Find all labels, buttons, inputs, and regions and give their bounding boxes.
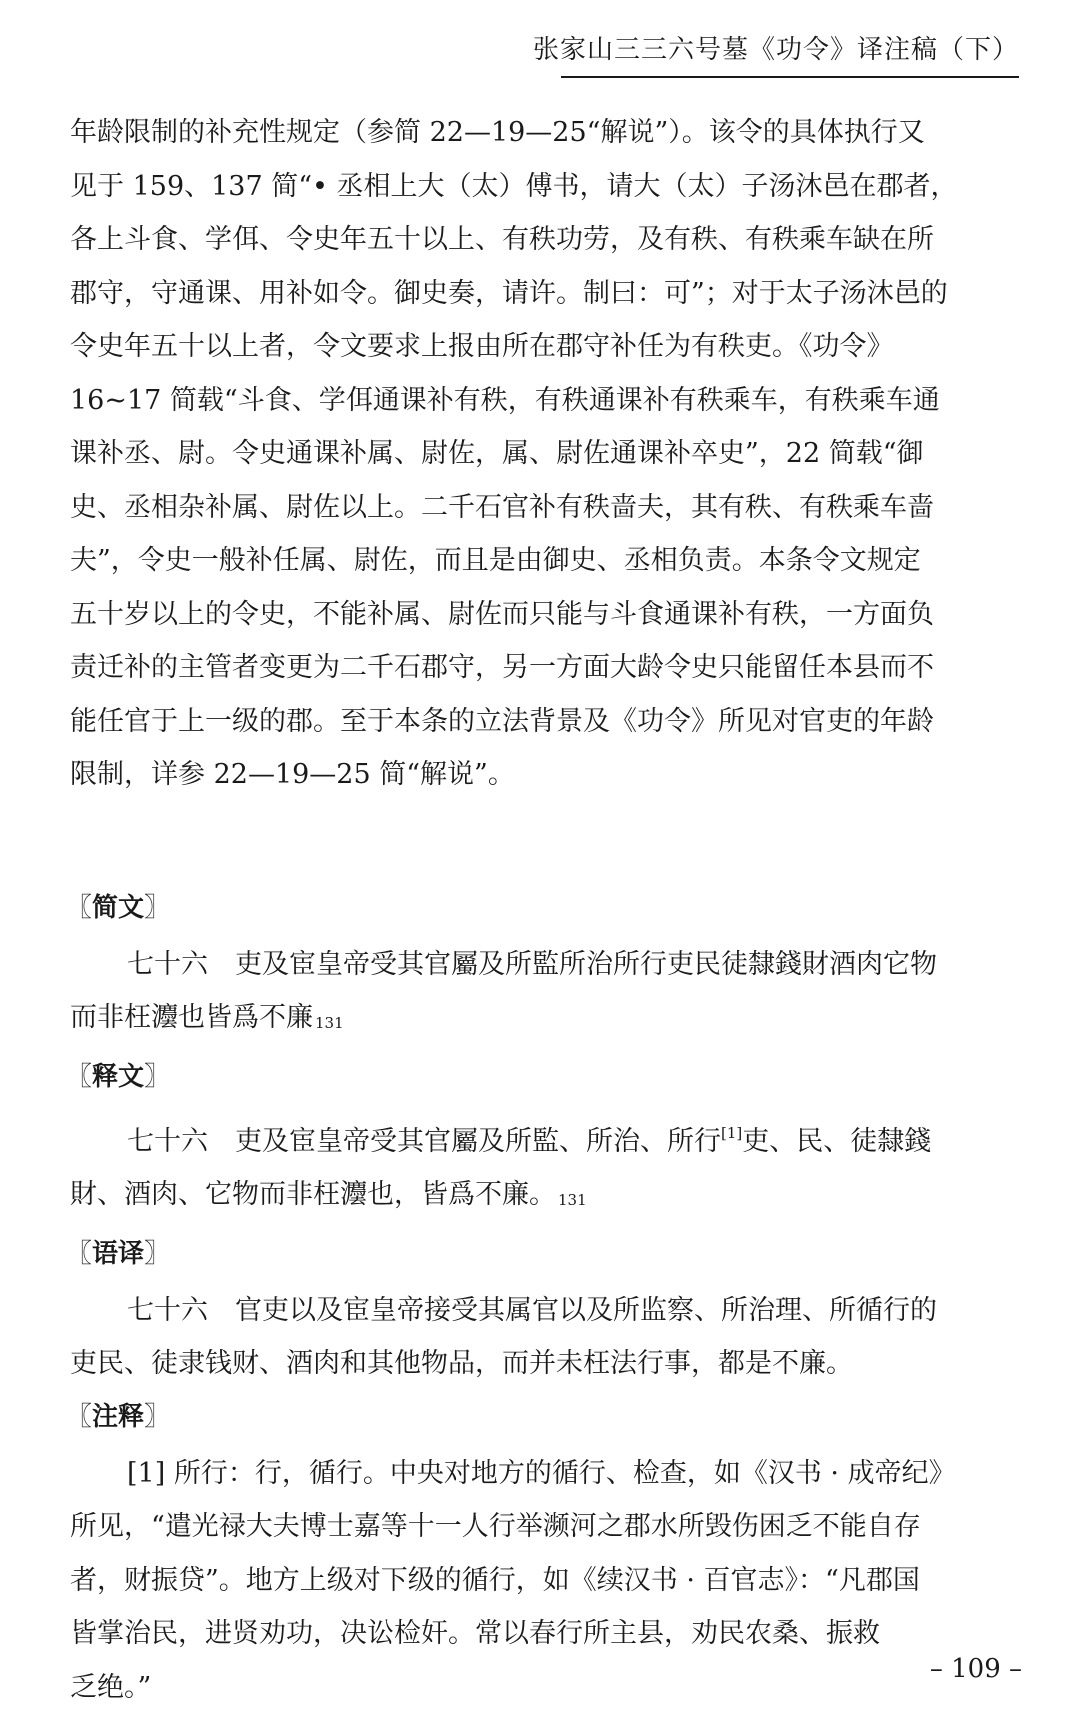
section-heading-label: 注释 <box>92 1397 144 1437</box>
heading-open-bracket: 〖 <box>66 888 92 928</box>
yuyi-line: 七十六 官吏以及宦皇帝接受其属官以及所监察、所治理、所循行的 <box>70 1284 1020 1338</box>
jianwen-paragraph <box>70 938 1020 1051</box>
intro-line: 五十岁以上的令史，不能补属、尉佐而只能与斗食通课补有秩，一方面负 <box>70 588 1020 642</box>
heading-close-bracket: 〗 <box>144 1234 170 1274</box>
yuyi-line: 吏民、徒隶钱财、酒肉和其他物品，而并未枉法行事，都是不廉。 <box>70 1337 1020 1391</box>
intro-line: 史、丞相杂补属、尉佐以上。二千石官补有秩啬夫，其有秩、有秩乘车啬 <box>70 481 1020 535</box>
zhushi-paragraph <box>70 1447 1020 1714</box>
intro-line: 见于 159、137 简“• 丞相上大（太）傅书，请大（太）子汤沐邑在郡者， <box>70 160 1020 214</box>
heading-close-bracket: 〗 <box>144 1397 170 1437</box>
running-header-title: 张家山三三六号墓《功令》译注稿（下） <box>533 32 1019 68</box>
jianwen-line: 七十六 吏及宦皇帝受其官屬及所監所治所行吏民徒隸錢財酒肉它物 <box>70 938 1020 992</box>
shiwen-line-text: 財、酒肉、它物而非枉灋也，皆爲不廉。 <box>70 1179 556 1210</box>
shiwen-line-1 <box>70 1107 1020 1169</box>
heading-close-bracket: 〗 <box>144 1057 170 1097</box>
footnote-ref[interactable]: [1] <box>721 1124 742 1142</box>
section-heading-jianwen <box>66 888 1020 928</box>
running-header <box>561 30 1019 78</box>
intro-line: 郡守，守通课、用补如令。御史奏，请许。制曰：可”；对于太子汤沐邑的 <box>70 267 1020 321</box>
intro-line: 责迁补的主管者变更为二千石郡守，另一方面大龄令史只能留任本县而不 <box>70 641 1020 695</box>
intro-line: 限制，详参 22—19—25 简“解说”。 <box>70 748 1020 802</box>
zhushi-line: 皆掌治民，进贤劝功，决讼检奸。常以春行所主县，劝民农桑、振救 <box>70 1607 1020 1661</box>
intro-line: 各上斗食、学佴、令史年五十以上、有秩功劳，及有秩、有秩乘车缺在所 <box>70 213 1020 267</box>
intro-line: 年龄限制的补充性规定（参简 22—19—25“解说”）。该令的具体执行又 <box>70 106 1020 160</box>
intro-line: 夫”，令史一般补任属、尉佐，而且是由御史、丞相负责。本条令文规定 <box>70 534 1020 588</box>
shiwen-line-text: 吏、民、徒隸錢 <box>742 1126 931 1157</box>
zhushi-line: 者，财振贷”。地方上级对下级的循行，如《续汉书 · 百官志》：“凡郡国 <box>70 1554 1020 1608</box>
jianwen-line-text: 而非枉灋也皆爲不廉 <box>70 1002 313 1033</box>
section-heading-yuyi <box>66 1234 1020 1274</box>
zhushi-line: 乏绝。” <box>70 1661 1020 1714</box>
page-body <box>70 106 1020 1714</box>
section-heading-label: 语译 <box>92 1234 144 1274</box>
page-number: – 109 – <box>930 1654 1022 1684</box>
intro-line: 课补丞、尉。令史通课补属、尉佐，属、尉佐通课补卒史”，22 简载“御 <box>70 427 1020 481</box>
heading-open-bracket: 〖 <box>66 1057 92 1097</box>
intro-paragraph <box>70 106 1020 802</box>
section-spacer <box>70 802 1020 882</box>
heading-close-bracket: 〗 <box>144 888 170 928</box>
shiwen-line-text: 七十六 吏及宦皇帝受其官屬及所監、所治、所行 <box>127 1126 721 1157</box>
heading-open-bracket: 〖 <box>66 1397 92 1437</box>
slip-number: 131 <box>315 1014 344 1032</box>
intro-line: 能任官于上一级的郡。至于本条的立法背景及《功令》所见对官吏的年龄 <box>70 695 1020 749</box>
section-heading-label: 释文 <box>92 1057 144 1097</box>
zhushi-line: 所见，“遣光禄大夫博士嘉等十一人行举濒河之郡水所毁伤困乏不能自存 <box>70 1500 1020 1554</box>
heading-open-bracket: 〖 <box>66 1234 92 1274</box>
slip-number: 131 <box>558 1191 587 1209</box>
shiwen-paragraph <box>70 1107 1020 1228</box>
intro-line: 令史年五十以上者，令文要求上报由所在郡守补任为有秩吏。《功令》 <box>70 320 1020 374</box>
yuyi-paragraph <box>70 1284 1020 1391</box>
section-heading-zhushi <box>66 1397 1020 1437</box>
shiwen-line-2 <box>70 1168 1020 1228</box>
section-heading-label: 简文 <box>92 888 144 928</box>
zhushi-line: [1] 所行：行，循行。中央对地方的循行、检查，如《汉书 · 成帝纪》 <box>70 1447 1020 1501</box>
section-heading-shiwen <box>66 1057 1020 1097</box>
jianwen-line-2 <box>70 991 1020 1051</box>
intro-line: 16~17 简载“斗食、学佴通课补有秩，有秩通课补有秩乘车，有秩乘车通 <box>70 374 1020 428</box>
